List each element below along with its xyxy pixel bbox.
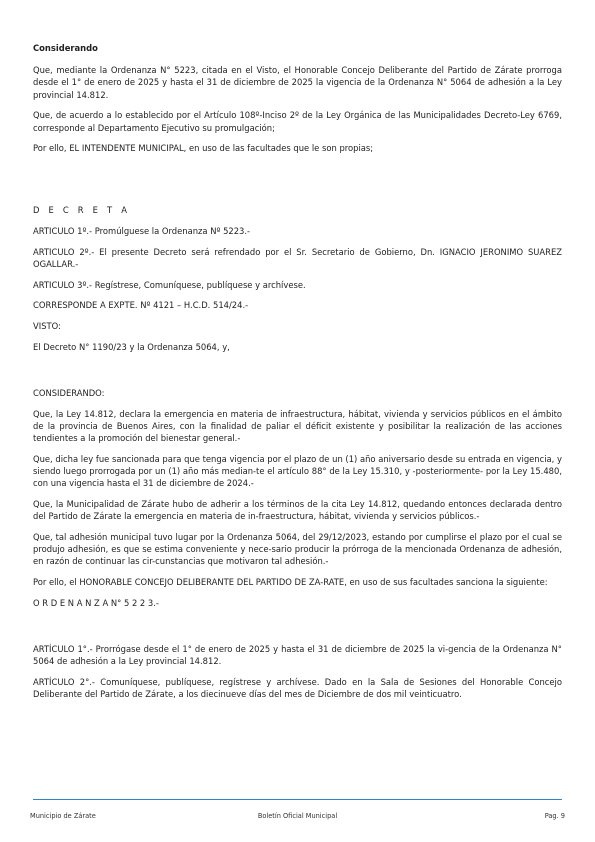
- footer-municipality: Municipio de Zárate: [30, 812, 96, 820]
- article: ARTÍCULO 2°.- Comuníquese, publíquese, regístrese y archívese. Dado en la Sala de Sesiones del Honorable Concejo Deliberante del Partido de Zárate, a los diecinueve días del mes de Diciembre de dos mil veinticuatro.: [33, 676, 562, 699]
- footer-rule: [33, 799, 562, 800]
- expediente-reference: CORRESPONDE A EXPTE. Nº 4121 – H.C.D. 514/24.-: [33, 300, 249, 311]
- paragraph: El Decreto N° 1190/23 y la Ordenanza 5064, y,: [33, 341, 230, 352]
- ordenanza-heading: O R D E N A N Z A N° 5 2 2 3.-: [33, 597, 159, 608]
- paragraph: Que, mediante la Ordenanza N° 5223, citada en el Visto, el Honorable Concejo Deliberante del Partido de Zárate prorroga desde el 1° de enero de 2025 y hasta el 31 de diciembre de 2025 la vigencia de la Ordenanza N° 5064 de adhesión a la Ley provincial 14.812.: [33, 65, 562, 100]
- paragraph: Que, la Municipalidad de Zárate hubo de adherir a los términos de la cita Ley 14.812, quedando entonces declarada dentro del Partido de Zárate la emergencia en materia de in-fraestructura, hábitat, vivienda y servicios públicos.-: [33, 498, 562, 522]
- article: ARTÍCULO 1°.- Prorrógase desde el 1° de enero de 2025 y hasta el 31 de diciembre de 2025 la vi-gencia de la Ordenanza N° 5064 de adhesión a la Ley provincial 14.812.: [33, 643, 562, 667]
- article: ARTICULO 3º.- Regístrese, Comuníquese, publíquese y archívese.: [33, 279, 306, 290]
- considerando-heading-2: CONSIDERANDO:: [33, 388, 105, 399]
- paragraph: Que, de acuerdo a lo establecido por el Artículo 108º-Inciso 2º de la Ley Orgánica de las Municipalidades Decreto-Ley 6769, corresponde al Departamento Ejecutivo su promulgación;: [33, 110, 562, 133]
- paragraph: Que, tal adhesión municipal tuvo lugar por la Ordenanza 5064, del 29/12/2023, estando por cumplirse el plazo por el cual se produjo adhesión, es que se estima conveniente y nece-sario producir la prórroga de la mencionada Ordenanza de adhesión, en razón de continuar las cir-cunstancias que motivaron tal adhesión.-: [33, 531, 562, 567]
- considerando-heading: Considerando: [33, 43, 98, 53]
- visto-heading: VISTO:: [33, 321, 61, 332]
- paragraph: Que, dicha ley fue sancionada para que tenga vigencia por el plazo de un (1) año aniversario desde su entrada en vigencia, y siendo luego prorrogada por un (1) año más median-te el artículo 88° de la Ley 15.310, y -posteriormente- por la Ley 15.480, con una vigencia hasta el 31 de diciembre de 2024.-: [33, 453, 562, 489]
- footer-publication: Boletín Oficial Municipal: [257, 812, 338, 820]
- article: ARTICULO 1º.- Promúlguese la Ordenanza Nº 5223.-: [33, 226, 251, 237]
- article: ARTICULO 2º.- El presente Decreto será refrendado por el Sr. Secretario de Gobierno, Dn. IGNACIO JERONIMO SUAREZ OGALLAR.-: [33, 246, 562, 270]
- paragraph: Que, la Ley 14.812, declara la emergencia en materia de infraestructura, hábitat, vivienda y servicios públicos en el ámbito de la provincia de Buenos Aires, con la finalidad de paliar el déficit existente y posibilitar la realización de las acciones tendientes a la promoción del bienestar general.-: [33, 408, 562, 444]
- paragraph: Por ello, el HONORABLE CONCEJO DELIBERANTE DEL PARTIDO DE ZA-RATE, en uso de sus facultades sanciona la siguiente:: [33, 576, 548, 587]
- page-number: Pag. 9: [544, 812, 565, 820]
- paragraph: Por ello, EL INTENDENTE MUNICIPAL, en uso de las facultades que le son propias;: [33, 143, 374, 154]
- decreta-heading: D E C R E T A: [33, 205, 131, 216]
- document-body: [33, 42, 562, 700]
